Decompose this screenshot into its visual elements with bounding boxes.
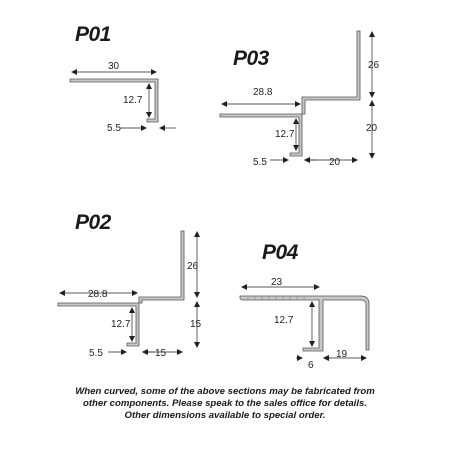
profile-p02-dimensions (60, 232, 197, 352)
footnote (15, 386, 435, 422)
p01-dim-foot: 5.5 (107, 123, 121, 134)
p03-dim-lower: 20 (366, 123, 378, 134)
p03-dim-drop: 12.7 (275, 129, 295, 140)
p02-dim-upper: 26 (187, 261, 199, 272)
profile-code-p03: P03 (233, 47, 269, 70)
profile-code-p02: P02 (75, 211, 111, 234)
p02-dim-foot: 5.5 (89, 348, 103, 359)
p01-dim-top: 30 (108, 61, 120, 72)
profile-p04-shape (240, 296, 369, 351)
p03-dim-foot: 5.5 (253, 157, 267, 168)
p02-dim-lower: 15 (190, 319, 202, 330)
p04-dim-foot: 6 (308, 360, 314, 371)
footnote-line-2: other components. Please speak to the sales office for details. (83, 398, 367, 409)
p01-dim-drop: 12.7 (123, 95, 143, 106)
p04-dim-step: 19 (336, 349, 348, 360)
profile-code-p04: P04 (262, 241, 298, 264)
p02-dim-step: 15 (155, 348, 167, 359)
p02-dim-drop: 12.7 (111, 319, 131, 330)
p04-dim-drop: 12.7 (274, 315, 294, 326)
footnote-line-3: Other dimensions available to special order. (124, 410, 326, 421)
p03-dim-step: 20 (329, 157, 341, 168)
profile-p01-shape (70, 79, 158, 122)
footnote-line-1: When curved, some of the above sections may be fabricated from (75, 386, 375, 397)
p03-dim-upper: 26 (368, 60, 380, 71)
p04-dim-top: 23 (271, 277, 283, 288)
p02-dim-top: 28.8 (88, 289, 108, 300)
profile-code-p01: P01 (75, 23, 111, 46)
p03-dim-top: 28.8 (253, 87, 273, 98)
